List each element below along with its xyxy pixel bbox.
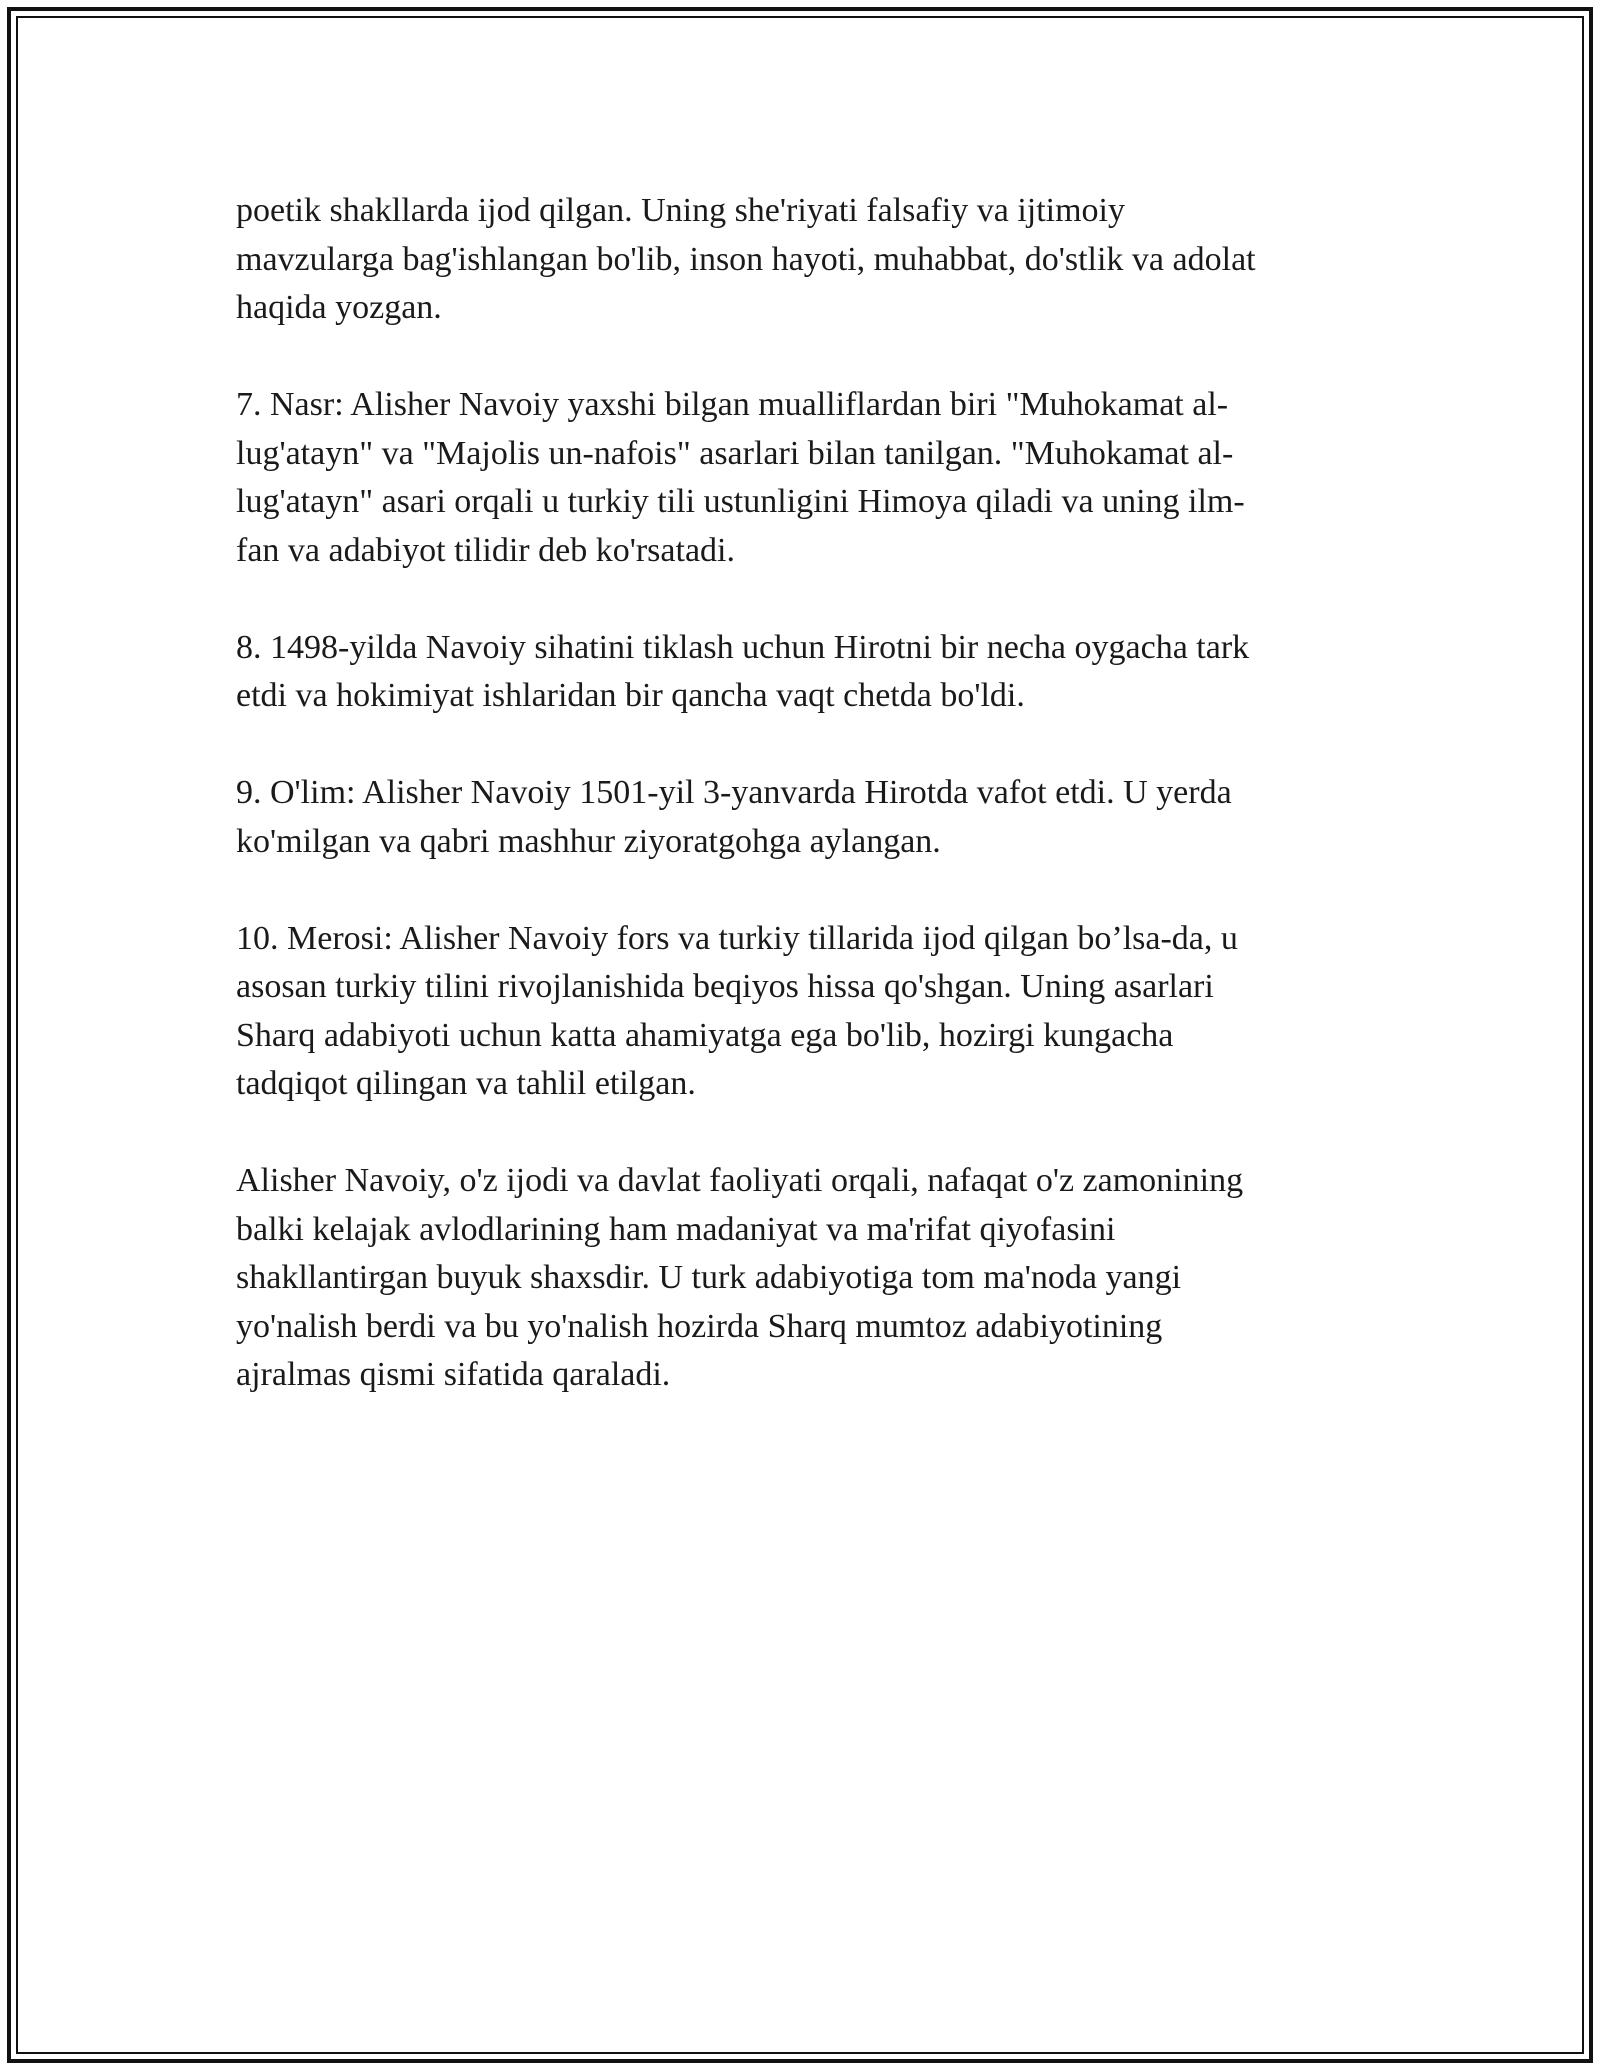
text-line: mavzularga bag'ishlangan bo'lib, inson hayoti, muhabbat, do'stlik va adolat <box>236 240 1256 278</box>
text-line: 9. O'lim: Alisher Navoiy 1501-yil 3-yanvarda Hirotda vafot etdi. U yerda <box>236 774 1232 811</box>
paragraph-item-8 <box>236 624 1356 721</box>
text-line: 10. Merosi: Alisher Navoiy fors va turkiy tillarida ijod qilgan bo’lsa-da, u <box>236 919 1238 957</box>
paragraph-gap <box>236 721 1356 770</box>
paragraph-gap <box>236 575 1356 624</box>
text-line: Alisher Navoiy, o'z ijodi va davlat faoliyati orqali, nafaqat o'z zamonining <box>236 1162 1244 1199</box>
text-line: lug'atayn" asari orqali u turkiy tili ustunligini Himoya qiladi va uning ilm- <box>236 483 1245 520</box>
text-line: tadqiqot qilingan va tahlil etilgan. <box>236 1065 696 1102</box>
paragraph-gap <box>236 333 1356 382</box>
paragraph-item-10-merosi <box>236 915 1356 1109</box>
text-line: fan va adabiyot tilidir deb ko'rsatadi. <box>236 531 735 569</box>
text-line: ko'milgan va qabri mashhur ziyoratgohga aylangan. <box>236 822 941 860</box>
text-line: balki kelajak avlodlarining ham madaniyat va ma'rifat qiyofasini <box>236 1210 1116 1248</box>
text-line: shakllantirgan buyuk shaxsdir. U turk adabiyotiga tom ma'noda yangi <box>236 1259 1182 1296</box>
paragraph-conclusion <box>236 1157 1356 1400</box>
document-body <box>236 187 1356 1400</box>
text-line: 8. 1498-yilda Navoiy sihatini tiklash uchun Hirotni bir necha oygacha tark <box>236 628 1250 666</box>
text-line: poetik shakllarda ijod qilgan. Uning she'riyati falsafiy va ijtimoiy <box>236 192 1125 229</box>
paragraph-gap <box>236 1109 1356 1158</box>
paragraph-gap <box>236 866 1356 915</box>
paragraph-poetry-intro <box>236 187 1356 333</box>
text-line: haqida yozgan. <box>236 289 442 326</box>
text-line: Sharq adabiyoti uchun katta ahamiyatga ega bo'lib, hozirgi kungacha <box>236 1016 1174 1054</box>
text-line: 7. Nasr: Alisher Navoiy yaxshi bilgan mualliflardan biri "Muhokamat al- <box>236 386 1229 423</box>
text-line: lug'atayn" va "Majolis un-nafois" asarlari bilan tanilgan. "Muhokamat al- <box>236 434 1234 472</box>
text-line: asosan turkiy tilini rivojlanishida beqiyos hissa qo'shgan. Uning asarlari <box>236 968 1214 1005</box>
paragraph-item-7-nasr <box>236 381 1356 575</box>
text-line: yo'nalish berdi va bu yo'nalish hozirda Sharq mumtoz adabiyotining <box>236 1307 1163 1345</box>
paragraph-item-9-olim <box>236 769 1356 866</box>
text-line: etdi va hokimiyat ishlaridan bir qancha vaqt chetda bo'ldi. <box>236 677 1025 714</box>
text-line: ajralmas qismi sifatida qaraladi. <box>236 1356 671 1393</box>
